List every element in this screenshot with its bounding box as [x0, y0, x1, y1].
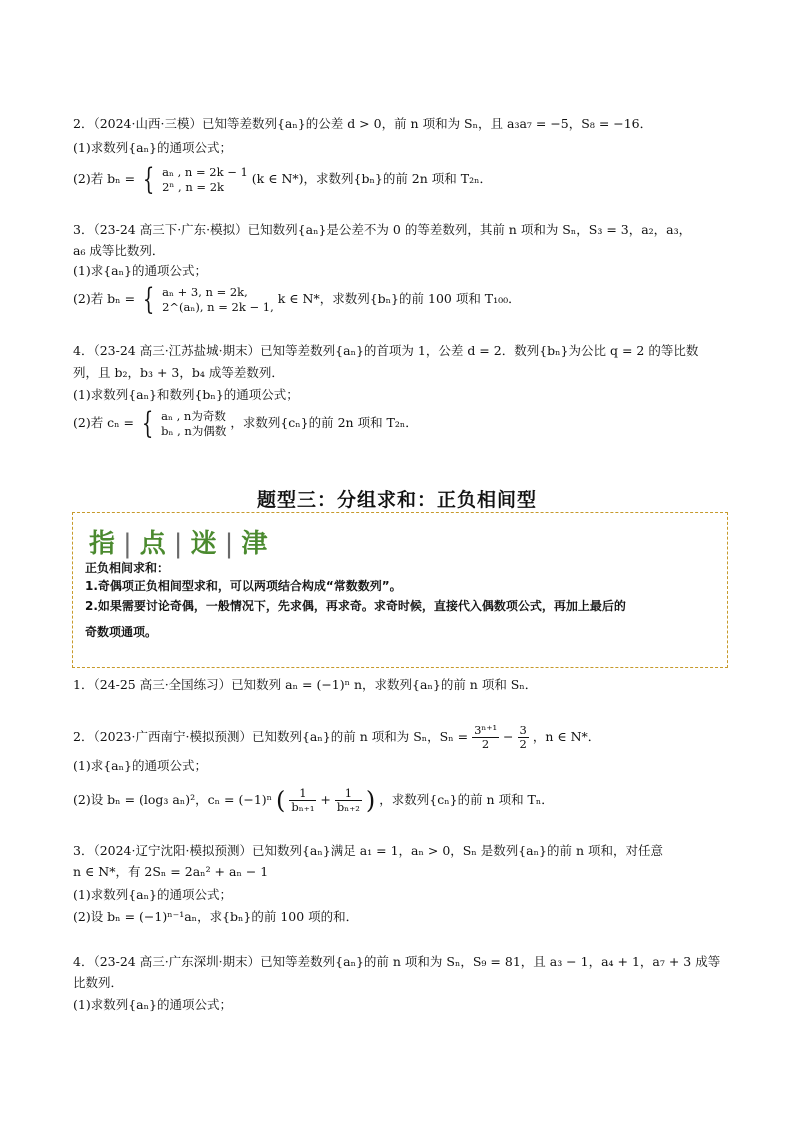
statement-text: ，n ∈ N*．: [532, 729, 601, 744]
denominator: 2: [519, 737, 527, 751]
numerator: 3: [519, 723, 527, 737]
problem-b2-statement: [73, 720, 734, 754]
case-2: bₙ , n为偶数: [161, 423, 227, 438]
problem-4-statement: 4．（23-24 高三·江苏盐城·期末）已知等差数列{aₙ}的首项为 1，公差 d = 2．数列{bₙ}为公比 q = 2 的等比数: [73, 343, 699, 358]
case-1: aₙ + 3, n = 2k,: [162, 284, 248, 299]
statement-text: 2．（2023·广西南宁·模拟预测）已知数列{aₙ}的前 n 项和为 Sₙ，Sₙ =: [73, 729, 469, 744]
part-label: (2)若 bₙ =: [73, 291, 136, 306]
tip-separator: |: [173, 529, 185, 559]
part-label: (2)若 bₙ =: [73, 171, 136, 186]
problem-b3-statement-cont: n ∈ N*，有 2Sₙ = 2aₙ² + aₙ − 1: [73, 864, 269, 879]
right-paren: ): [365, 786, 376, 815]
problem-2-part2: [73, 161, 734, 197]
problem-2-statement: 2．（2024·山西·三模）已知等差数列{aₙ}的公差 d > 0，前 n 项和为 Sₙ，且 a₃a₇ = −5，S₈ = −16．: [73, 116, 653, 131]
problem-3-part2: [73, 281, 734, 317]
fraction: [335, 787, 362, 814]
numerator: 1: [289, 787, 316, 801]
left-paren: (: [276, 786, 286, 815]
problem-2-part1: (1)求数列{aₙ}的通项公式；: [73, 140, 232, 155]
brace-symbol: {: [142, 161, 155, 197]
problem-3-statement: 3．（23-24 高三下·广东·模拟）已知数列{aₙ}是公差不为 0 的等差数列，其前 n 项和为 Sₙ，S₃ = 3，a₂，a₃，: [73, 222, 692, 237]
brace-symbol: {: [142, 281, 155, 317]
problem-b3-statement: 3．（2024·辽宁沈阳·模拟预测）已知数列{aₙ}满足 a₁ = 1，aₙ > 0，Sₙ 是数列{aₙ}的前 n 项和，对任意: [73, 843, 663, 858]
problem-4-statement-cont: 列，且 b₂，b₃ + 3，b₄ 成等差数列．: [73, 365, 284, 380]
tip-line-1: 正负相间求和：: [85, 561, 170, 575]
tip-separator: |: [123, 529, 134, 559]
case-2: 2ⁿ , n = 2k: [162, 179, 225, 194]
piecewise-cases: [162, 165, 248, 195]
problem-b4-part1: (1)求数列{aₙ}的通项公式；: [73, 997, 232, 1012]
problem-4-part2: [73, 405, 734, 441]
numerator: 3ⁿ⁺¹: [474, 723, 498, 737]
problem-b2-part1: (1)求{aₙ}的通项公式；: [73, 758, 207, 773]
case-1: aₙ , n为奇数: [161, 408, 226, 423]
problem-b3-part2: (2)设 bₙ = (−1)ⁿ⁻¹aₙ，求{bₙ}的前 100 项的和．: [73, 909, 359, 924]
piecewise-cases: [162, 285, 274, 315]
part-text: ，求数列{cₙ}的前 n 项和 Tₙ．: [379, 792, 554, 807]
minus-sign: −: [503, 729, 514, 744]
tip-line-4: 奇数项通项。: [85, 625, 158, 639]
fraction: [289, 787, 316, 814]
brace-symbol: {: [141, 405, 154, 441]
tip-line-3: 2.如果需要讨论奇偶，一般情况下，先求偶，再求奇。求奇时候，直接代入偶数项公式，再加上最后的: [85, 599, 626, 613]
part-text: ，求数列{cₙ}的前 2n 项和 T₂ₙ．: [230, 415, 418, 430]
numerator: 1: [335, 787, 362, 801]
part-text: (2)设 bₙ = (log₃ aₙ)²，cₙ = (−1)ⁿ: [73, 792, 273, 807]
case-2: 2^(aₙ), n = 2k − 1,: [162, 299, 274, 314]
denominator: 2: [481, 737, 490, 751]
problem-3-part1: (1)求{aₙ}的通项公式；: [73, 263, 207, 278]
part-text: (k ∈ N*)，求数列{bₙ}的前 2n 项和 T₂ₙ．: [251, 171, 493, 186]
tip-separator: |: [224, 529, 236, 559]
fraction: [472, 724, 499, 751]
tip-heading: [89, 523, 269, 560]
problem-b2-part2: [73, 780, 734, 821]
problem-3-statement-cont: a₆ 成等比数列．: [73, 243, 165, 258]
piecewise-cases: [161, 409, 226, 439]
problem-b4-statement-cont: 比数列．: [73, 975, 124, 990]
tip-line-2: 1.奇偶项正负相间型求和，可以两项结合构成“常数数列”。: [85, 579, 402, 593]
problem-b4-statement: 4．（23-24 高三·广东深圳·期末）已知等差数列{aₙ}的前 n 项和为 Sₙ，S₉ = 81，且 a₃ − 1，a₄ + 1，a₇ + 3 成等: [73, 954, 721, 969]
problem-4-part1: (1)求数列{aₙ}和数列{bₙ}的通项公式；: [73, 387, 299, 402]
tip-heading-char: 津: [241, 529, 270, 559]
tip-heading-char: 迷: [190, 529, 219, 559]
part-text: k ∈ N*，求数列{bₙ}的前 100 项和 T₁₀₀．: [277, 291, 521, 306]
fraction: [518, 724, 529, 751]
case-1: aₙ , n = 2k − 1: [162, 164, 248, 179]
denominator: bₙ₊₁: [291, 800, 315, 814]
tip-box: [72, 512, 728, 668]
denominator: bₙ₊₂: [336, 800, 360, 814]
tip-heading-char: 指: [89, 529, 118, 559]
problem-b1-statement: 1．（24-25 高三·全国练习）已知数列 aₙ = (−1)ⁿ n，求数列{aₙ}的前 n 项和 Sₙ．: [73, 677, 538, 692]
part-label: (2)若 cₙ =: [73, 415, 135, 430]
tip-heading-char: 点: [139, 529, 168, 559]
problem-b3-part1: (1)求数列{aₙ}的通项公式；: [73, 887, 232, 902]
plus-sign: +: [320, 792, 331, 807]
section-title: 题型三：分组求和：正负相间型: [256, 489, 537, 511]
